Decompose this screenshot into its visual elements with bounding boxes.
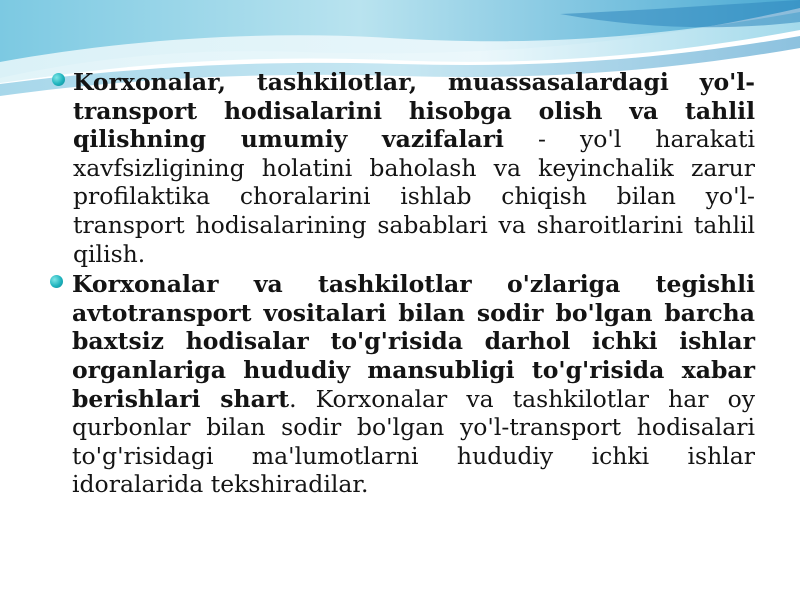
bullet-dot-icon [52, 73, 65, 86]
bullet-item-1 [45, 68, 755, 268]
bullet-paragraph-1 [73, 68, 755, 268]
bullet-dot-icon [50, 275, 63, 288]
bullet-list [45, 68, 755, 501]
bullet-1-bold-text: Korxonalar, tashkilotlar, muassasalardagi yo'l-transport hodisalarini hisobga olish va tahlil qilishning umumiy vazifalari [73, 68, 755, 154]
bullet-2-text: . Korxonalar va tashkilotlar har oy qurbonlar bilan sodir bo'lgan yo'l-transport hodisalari to'g'risidagi ma'lumotlarni hududiy ichki ishlar idoralarida tekshiradilar. [72, 384, 755, 499]
bullet-1-text: - yo'l harakati xavfsizligining holatini baholash va keyinchalik zarur profilaktika choralarini ishlab chiqish bilan yo'l-transport hodisalarining sabablari va sharoitlarini tahlil qilish. [73, 125, 756, 268]
bullet-2-bold-text: Korxonalar va tashkilotlar o'zlariga tegishli avtotransport vositalari bilan sodir bo'lgan barcha baxtsiz hodisalar to'g'risida darhol ichki ishlar organlariga hududiy mansubligi to'g'risida xabar berishlari shart [72, 270, 755, 413]
bullet-paragraph-2 [72, 270, 755, 499]
bullet-item-2 [45, 270, 755, 499]
